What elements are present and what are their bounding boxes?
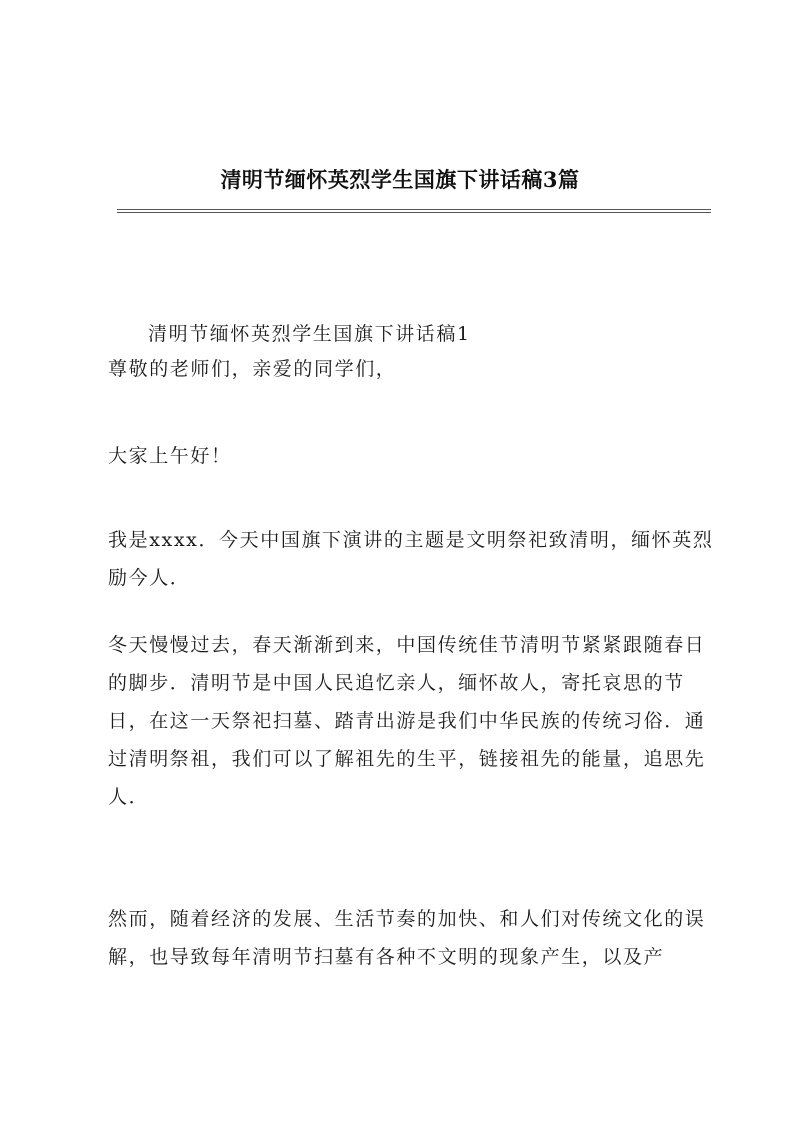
section-heading: 清明节缅怀英烈学生国旗下讲话稿1 (148, 323, 471, 345)
paragraph: 冬天慢慢过去，春天渐渐到来，中国传统佳节清明节紧紧跟随春日的脚步．清明节是中国人民追忆亲人，缅怀故人，寄托哀思的节日，在这一天祭祀扫墓、踏青出游是我们中华民族的传统习俗．通过清明祭祖，我们可以了解祖先的生平，链接祖先的能量，追思先人． (108, 634, 706, 808)
greeting-line: 尊敬的老师们，亲爱的同学们， (108, 358, 397, 380)
paragraph: 然而，随着经济的发展、生活节奏的加快、和人们对传统文化的误解，也导致每年清明节扫墓有各种不文明的现象产生，以及产 (108, 908, 706, 968)
document-title: 清明节缅怀英烈学生国旗下讲话稿3篇 (220, 167, 580, 192)
paragraph: 我是xxxx．今天中国旗下演讲的主题是文明祭祀致清明，缅怀英烈励今人． (108, 529, 714, 589)
title-divider (117, 209, 711, 213)
paragraph: 大家上午好！ (108, 445, 232, 467)
